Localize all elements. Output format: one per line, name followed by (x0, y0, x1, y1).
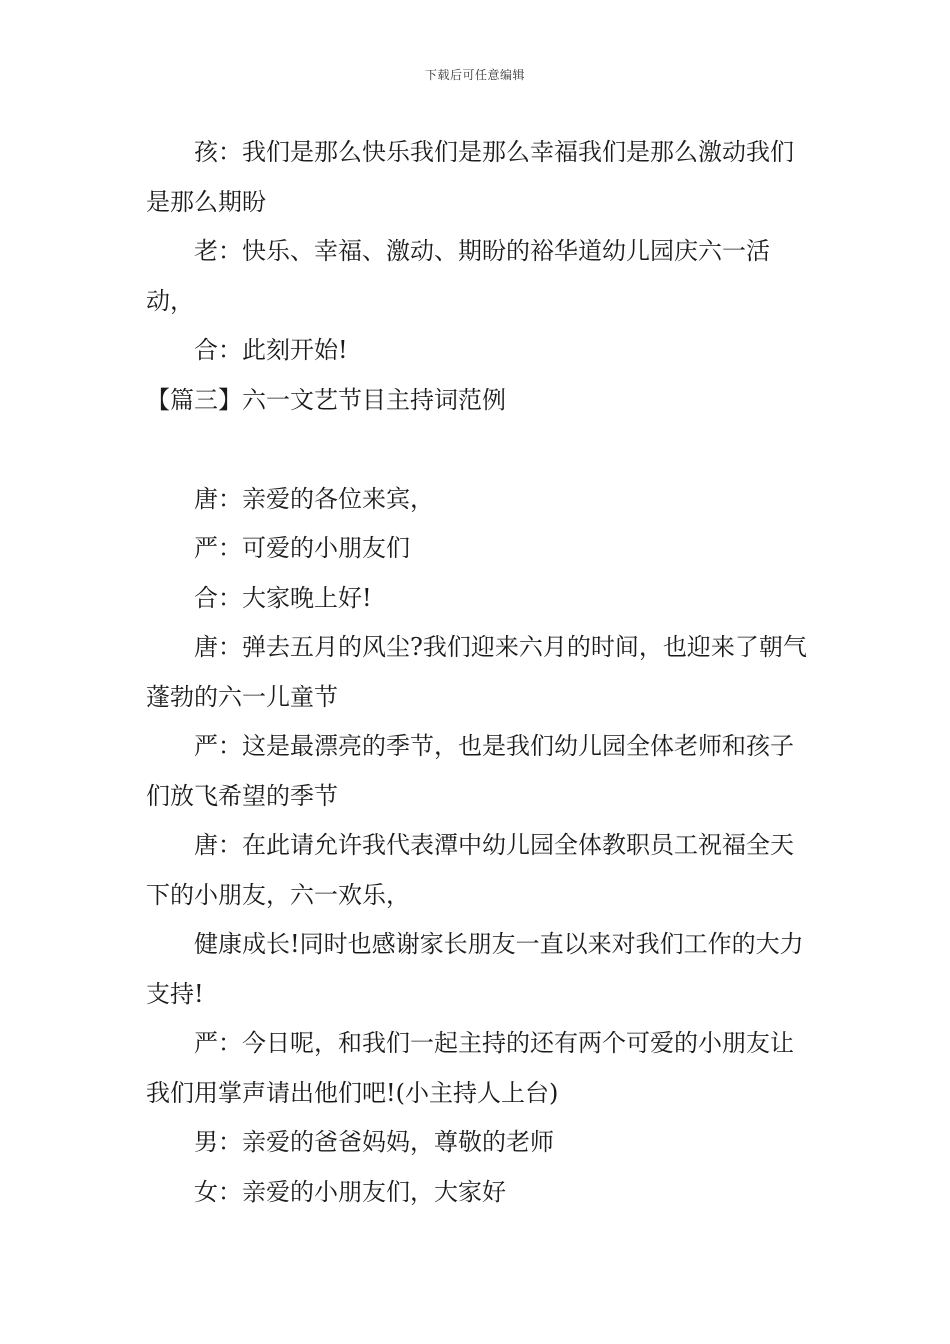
section-heading: 【篇三】六一文艺节目主持词范例 (146, 385, 506, 414)
section-paragraph-6: 唐：在此请允许我代表潭中幼儿园全体教职员工祝福全天下的小朋友，六一欢乐， (146, 831, 794, 909)
section-paragraph-7: 健康成长!同时也感谢家长朋友一直以来对我们工作的大力支持! (146, 930, 804, 1008)
blank-line (146, 425, 810, 475)
page-header: 下载后可任意编辑 (424, 68, 525, 82)
section-paragraph-9: 男：亲爱的爸爸妈妈，尊敬的老师 (194, 1128, 554, 1156)
paragraph-2: 老：快乐、幸福、激动、期盼的裕华道幼儿园庆六一活动， (146, 237, 770, 315)
document-body (146, 128, 810, 1217)
paragraph-3: 合：此刻开始! (194, 336, 348, 364)
section-paragraph-5: 严：这是最漂亮的季节，也是我们幼儿园全体老师和孩子们放飞希望的季节 (146, 732, 794, 810)
section-paragraph-10: 女：亲爱的小朋友们，大家好 (194, 1177, 506, 1206)
section-paragraph-3: 合：大家晚上好! (194, 583, 372, 612)
section-paragraph-8: 严：今日呢，和我们一起主持的还有两个可爱的小朋友让我们用掌声请出他们吧!(小主持人上台) (146, 1029, 794, 1107)
section-paragraph-2: 严：可爱的小朋友们 (194, 534, 410, 562)
section-paragraph-4: 唐：弹去五月的风尘?我们迎来六月的时间，也迎来了朝气蓬勃的六一儿童节 (146, 633, 807, 711)
paragraph-1: 孩：我们是那么快乐我们是那么幸福我们是那么激动我们是那么期盼 (146, 138, 794, 216)
section-paragraph-1: 唐：亲爱的各位来宾， (194, 484, 434, 513)
